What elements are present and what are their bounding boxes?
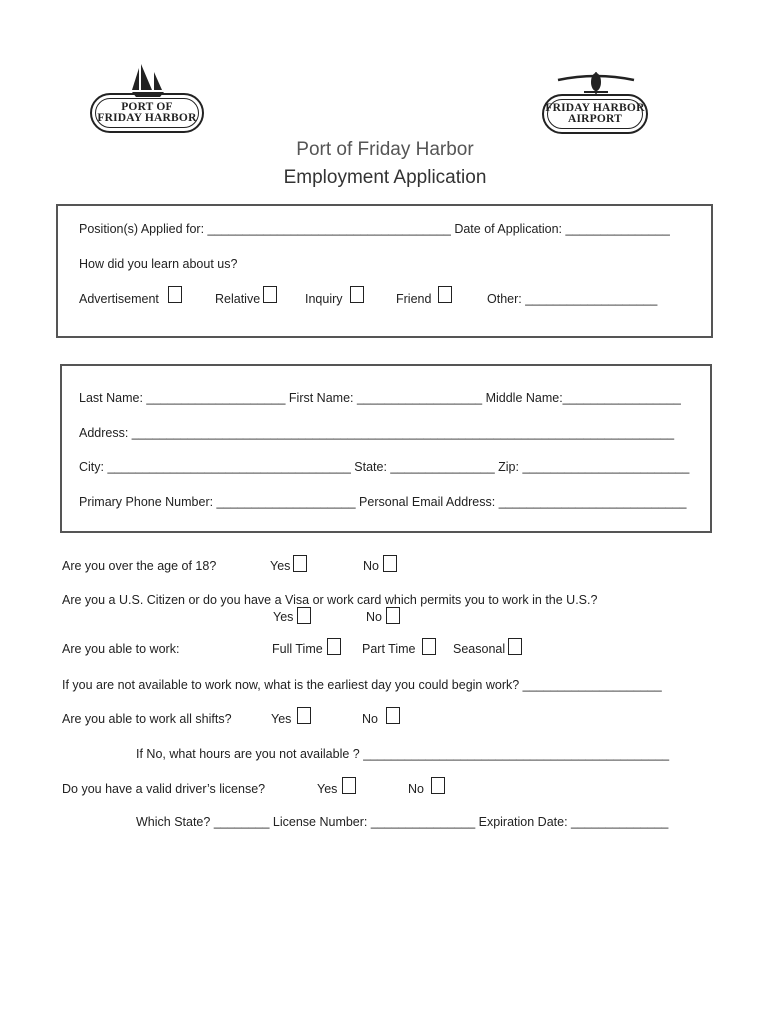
able-question: Are you able to work:	[62, 642, 180, 656]
address-line[interactable]: Address: ______________________________________________________________________________	[79, 426, 675, 440]
age-yes-label: Yes	[270, 559, 291, 573]
citizen-yes-label: Yes	[273, 610, 294, 624]
citizen-yes-checkbox[interactable]	[297, 607, 311, 624]
full-time-checkbox[interactable]	[327, 638, 341, 655]
age-yes-checkbox[interactable]	[293, 555, 307, 572]
learn-question: How did you learn about us?	[79, 257, 238, 271]
shifts-no-label: No	[362, 712, 378, 726]
city-line[interactable]: City: ___________________________________ State: _______________ Zip: ________________________	[79, 460, 690, 474]
license-no-label: No	[408, 782, 424, 796]
airport-logo-line2: AIRPORT	[567, 113, 623, 125]
shifts-question: Are you able to work all shifts?	[62, 712, 232, 726]
age-no-checkbox[interactable]	[383, 555, 397, 572]
part-time-label: Part Time	[362, 642, 416, 656]
page-subtitle: Employment Application	[283, 167, 487, 188]
license-yes-checkbox[interactable]	[342, 777, 356, 794]
shifts-no-checkbox[interactable]	[386, 707, 400, 724]
airport-logo-line1: FRIDAY HARBOR	[545, 102, 645, 114]
opt-advertisement-label: Advertisement	[79, 292, 159, 306]
license-no-checkbox[interactable]	[431, 777, 445, 794]
opt-relative-label: Relative	[215, 292, 261, 306]
shifts-yes-label: Yes	[271, 712, 292, 726]
hours-question[interactable]: If No, what hours are you not available ? ____________________________________________	[136, 747, 670, 761]
inquiry-checkbox[interactable]	[350, 286, 364, 303]
relative-checkbox[interactable]	[263, 286, 277, 303]
airport-logo-badge	[542, 94, 648, 134]
age-question: Are you over the age of 18?	[62, 559, 217, 573]
full-time-label: Full Time	[272, 642, 323, 656]
citizen-no-checkbox[interactable]	[386, 607, 400, 624]
airplane-icon	[556, 70, 636, 96]
age-no-label: No	[363, 559, 379, 573]
begin-question[interactable]: If you are not available to work now, what is the earliest day you could begin work? ____________________	[62, 678, 662, 692]
position-line[interactable]: Position(s) Applied for: ___________________________________ Date of Application: _______________	[79, 222, 670, 236]
shifts-yes-checkbox[interactable]	[297, 707, 311, 724]
license-details-line[interactable]: Which State? ________ License Number: _______________ Expiration Date: ______________	[136, 815, 669, 829]
port-logo-line1: PORT OF	[121, 101, 173, 113]
citizen-question: Are you a U.S. Citizen or do you have a Visa or work card which permits you to work in the U.S.?	[62, 593, 598, 607]
seasonal-label: Seasonal	[453, 642, 506, 656]
friend-checkbox[interactable]	[438, 286, 452, 303]
advertisement-checkbox[interactable]	[168, 286, 182, 303]
part-time-checkbox[interactable]	[422, 638, 436, 655]
citizen-no-label: No	[366, 610, 382, 624]
seasonal-checkbox[interactable]	[508, 638, 522, 655]
page-title: Port of Friday Harbor	[296, 139, 474, 160]
name-line[interactable]: Last Name: ____________________ First Name: __________________ Middle Name:_________________	[79, 391, 681, 405]
license-yes-label: Yes	[317, 782, 338, 796]
port-logo-line2: FRIDAY HARBOR	[97, 112, 197, 124]
opt-other-field[interactable]: Other: ___________________	[487, 292, 658, 306]
contact-line[interactable]: Primary Phone Number: ____________________ Personal Email Address: ___________________________	[79, 495, 687, 509]
opt-friend-label: Friend	[396, 292, 432, 306]
port-logo-badge	[90, 93, 204, 133]
license-question: Do you have a valid driver’s license?	[62, 782, 266, 796]
opt-inquiry-label: Inquiry	[305, 292, 343, 306]
